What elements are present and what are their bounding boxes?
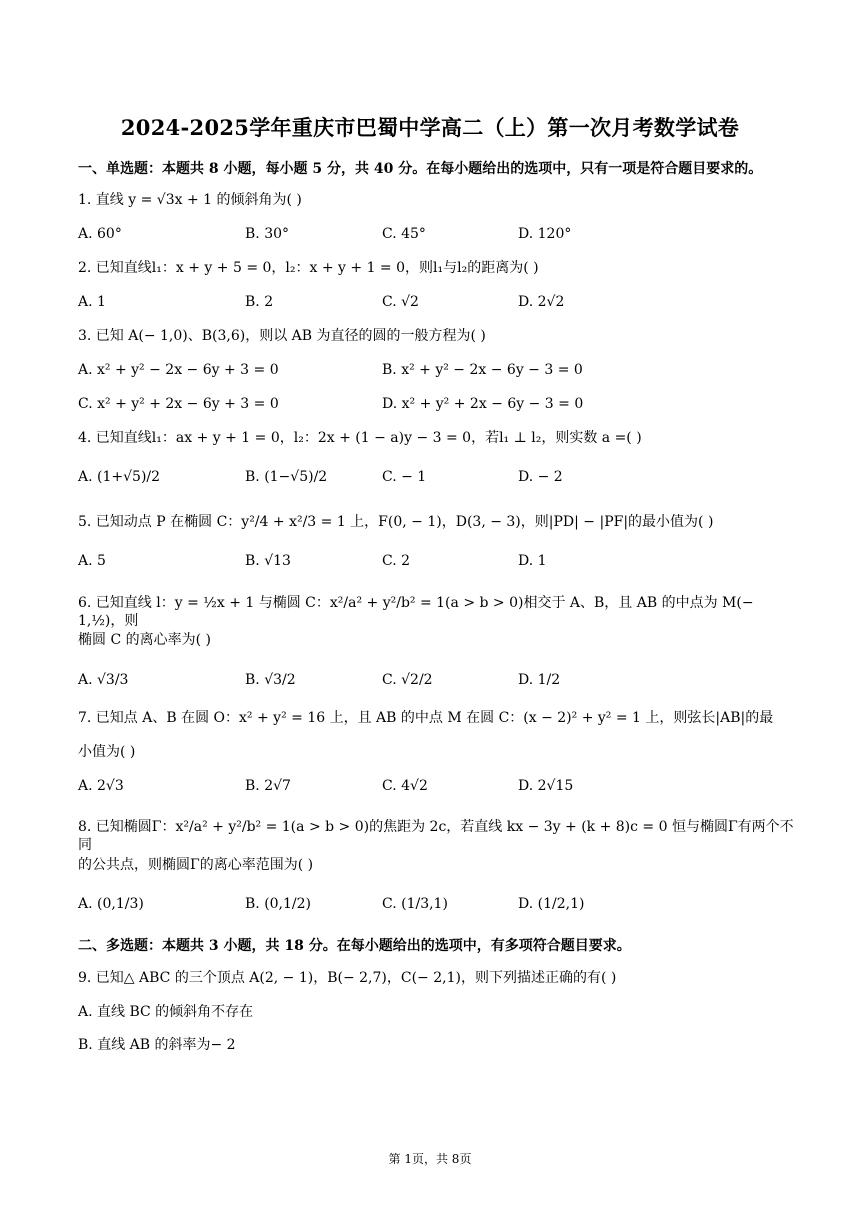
question-8-option-d: D. (1/2,1) [518, 896, 585, 912]
question-3-stem: 3. 已知 A(− 1,0)、B(3,6)，则以 AB 为直径的圆的一般方程为( ) [78, 328, 486, 344]
question-8-option-a: A. (0,1/3) [78, 896, 144, 912]
section-heading-multiple-choice: 二、多选题：本题共 3 小题，共 18 分。在每小题给出的选项中，有多项符合题目要求。 [78, 938, 631, 954]
question-5-option-a: A. 5 [78, 553, 106, 569]
question-7-option-b: B. 2√7 [245, 778, 291, 794]
question-7-option-c: C. 4√2 [382, 778, 428, 794]
question-2-option-b: B. 2 [245, 294, 274, 310]
question-4-stem: 4. 已知直线l₁：ax + y + 1 = 0，l₂：2x + (1 − a)y − 3 = 0，若l₁ ⊥ l₂，则实数 a =( ) [78, 430, 642, 446]
question-1-option-b: B. 30° [245, 226, 290, 242]
question-8-stem-line-1: 8. 已知椭圆Γ：x²/a² + y²/b² = 1(a > b > 0)的焦距为 2c，若直线 kx − 3y + (k + 8)c = 0 恒与椭圆Γ有两个不同 [78, 819, 794, 854]
question-7-option-a: A. 2√3 [78, 778, 124, 794]
question-7-option-d: D. 2√15 [518, 778, 574, 794]
question-1-stem: 1. 直线 y = √3x + 1 的倾斜角为( ) [78, 192, 302, 208]
question-5-option-b: B. √13 [245, 553, 291, 569]
question-8-option-b: B. (0,1/2) [245, 896, 312, 912]
question-6-option-a: A. √3/3 [78, 672, 129, 688]
question-3-option-d: D. x² + y² + 2x − 6y − 3 = 0 [382, 396, 584, 412]
question-3-option-b: B. x² + y² − 2x − 6y − 3 = 0 [382, 362, 583, 378]
question-6-option-d: D. 1/2 [518, 672, 561, 688]
question-6-option-b: B. √3/2 [245, 672, 296, 688]
question-4-option-c: C. − 1 [382, 469, 427, 485]
question-5-option-d: D. 1 [518, 553, 547, 569]
question-2-option-c: C. √2 [382, 294, 419, 310]
question-7-stem-line-1: 7. 已知点 A、B 在圆 O：x² + y² = 16 上，且 AB 的中点 M 在圆 C：(x − 2)² + y² = 1 上，则弦长|AB|的最 [78, 710, 774, 726]
question-7-stem-line-2: 小值为( ) [78, 744, 136, 760]
question-8-option-c: C. (1/3,1) [382, 896, 448, 912]
question-6-stem-line-2: 椭圆 C 的离心率为( ) [78, 632, 211, 648]
question-3-option-a: A. x² + y² − 2x − 6y + 3 = 0 [78, 362, 279, 378]
question-4-option-a: A. (1+√5)/2 [78, 469, 161, 485]
question-1-option-c: C. 45° [382, 226, 426, 242]
question-1-option-a: A. 60° [78, 226, 122, 242]
question-6-option-c: C. √2/2 [382, 672, 433, 688]
section-heading-single-choice: 一、单选题：本题共 8 小题，每小题 5 分，共 40 分。在每小题给出的选项中，只有一项是符合题目要求的。 [78, 161, 763, 177]
question-2-option-a: A. 1 [78, 294, 106, 310]
question-2-option-d: D. 2√2 [518, 294, 565, 310]
question-5-option-c: C. 2 [382, 553, 411, 569]
question-3-option-c: C. x² + y² + 2x − 6y + 3 = 0 [78, 396, 279, 412]
question-8-stem-line-2: 的公共点，则椭圆Γ的离心率范围为( ) [78, 857, 314, 873]
question-2-stem: 2. 已知直线l₁：x + y + 5 = 0，l₂：x + y + 1 = 0，则l₁与l₂的距离为( ) [78, 260, 539, 276]
question-9-stem: 9. 已知△ ABC 的三个顶点 A(2, − 1)，B(− 2,7)，C(− 2,1)，则下列描述正确的有( ) [78, 970, 617, 986]
question-1-option-d: D. 120° [518, 226, 572, 242]
page-footer: 第 1页，共 8页 [388, 1152, 472, 1166]
page-title: 2024-2025学年重庆市巴蜀中学高二（上）第一次月考数学试卷 [120, 115, 740, 140]
question-4-option-b: B. (1−√5)/2 [245, 469, 328, 485]
question-9-option-a: A. 直线 BC 的倾斜角不存在 [78, 1004, 254, 1020]
question-9-option-b: B. 直线 AB 的斜率为− 2 [78, 1037, 236, 1053]
question-5-stem: 5. 已知动点 P 在椭圆 C：y²/4 + x²/3 = 1 上，F(0, − 1)，D(3, − 3)，则|PD| − |PF|的最小值为( ) [78, 514, 714, 530]
question-6-stem-line-1: 6. 已知直线 l：y = ½x + 1 与椭圆 C：x²/a² + y²/b² = 1(a > b > 0)相交于 A、B，且 AB 的中点为 M(− 1,½)，则 [78, 595, 754, 630]
question-4-option-d: D. − 2 [518, 469, 563, 485]
